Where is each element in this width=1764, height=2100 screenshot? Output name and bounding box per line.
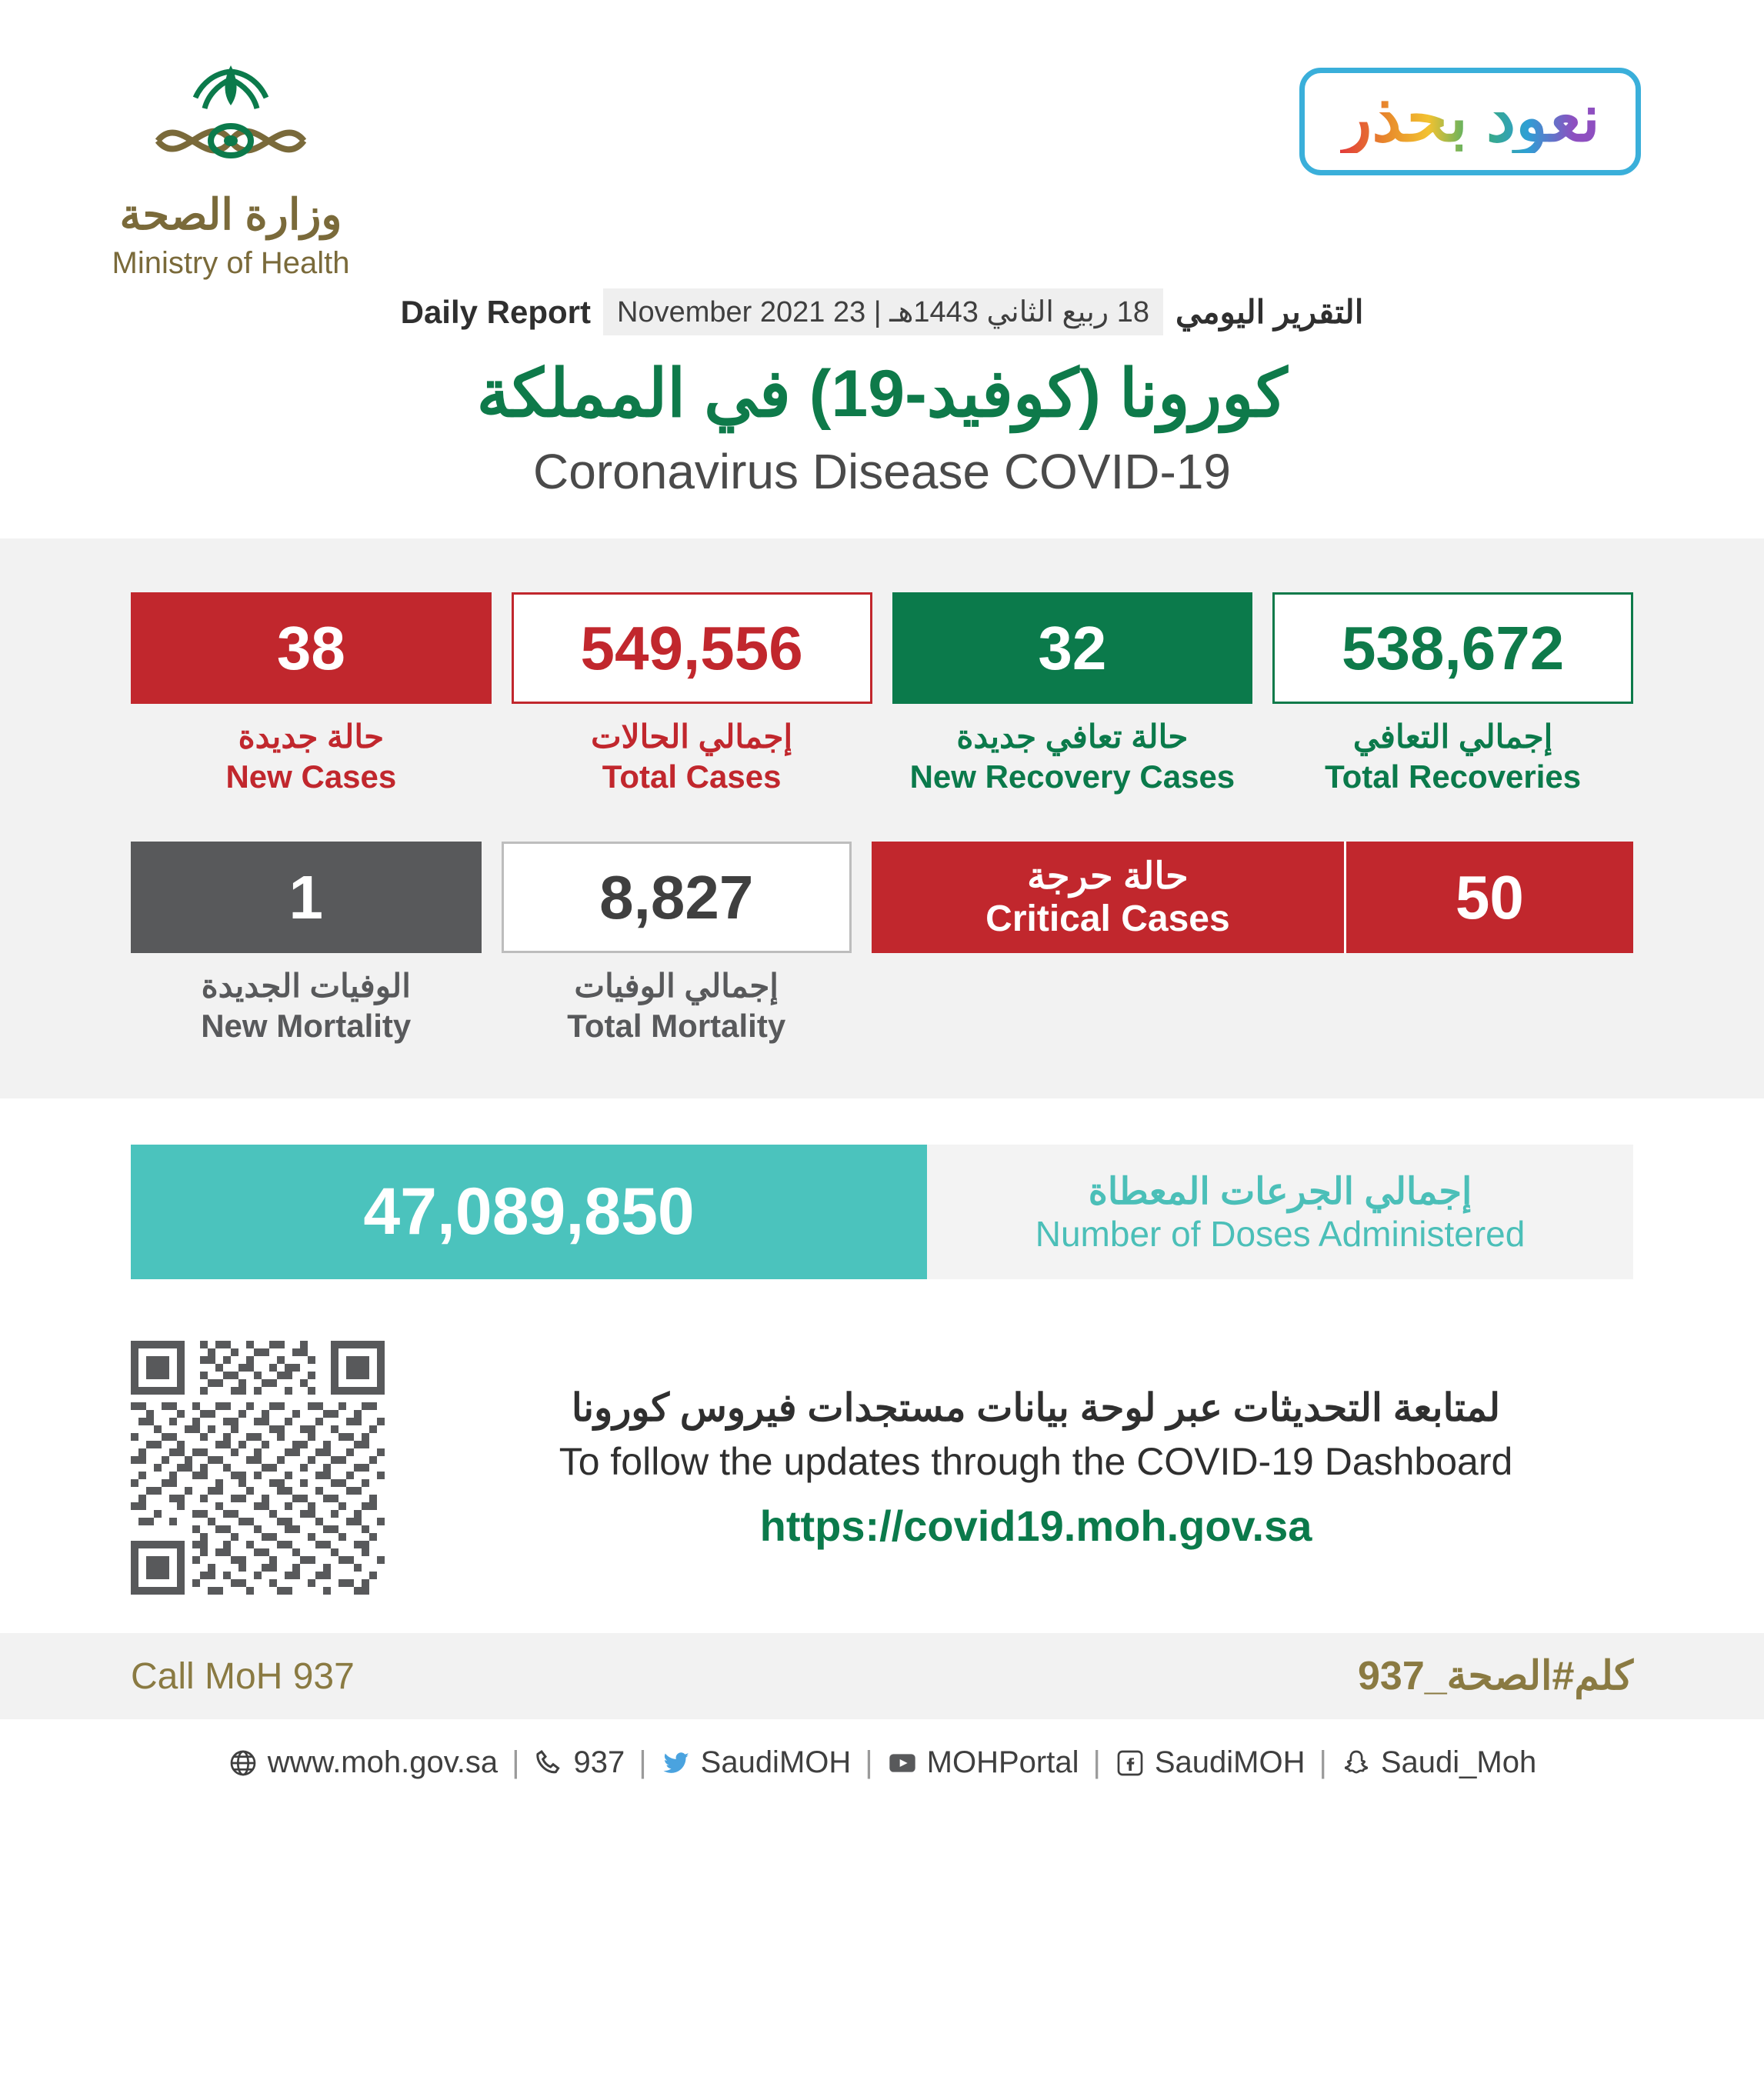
phone-icon (534, 1748, 565, 1778)
header (0, 0, 1764, 281)
stat-total-mortality (502, 842, 852, 1045)
youtube-icon (887, 1748, 918, 1778)
daily-report-label-ar: التقرير اليومي (1175, 294, 1364, 330)
doses-label-en: Number of Doses Administered (1035, 1213, 1526, 1254)
stat-total-recoveries (1272, 592, 1633, 795)
stat-value: 8,827 (502, 842, 852, 953)
ministry-name-en: Ministry of Health (112, 246, 350, 280)
stat-value: 538,672 (1272, 592, 1633, 704)
stat-label-en: Critical Cases (985, 898, 1230, 939)
doses-section (0, 1098, 1764, 1310)
footer-facebook[interactable] (1115, 1745, 1305, 1780)
footer-youtube[interactable] (887, 1745, 1079, 1780)
daily-report-label-en: Daily Report (400, 293, 591, 330)
ministry-name-ar: وزارة الصحة (119, 190, 342, 238)
stat-label-en: Total Recoveries (1325, 758, 1582, 795)
dashboard-text (438, 1385, 1633, 1551)
footer-website[interactable] (228, 1745, 498, 1780)
stat-value: 549,556 (512, 592, 872, 704)
dashboard-url-link[interactable]: https://covid19.moh.gov.sa (759, 1501, 1312, 1550)
doses-value: 47,089,850 (131, 1145, 927, 1279)
footer (0, 1719, 1764, 1811)
stat-label-ar: حالة جديدة (238, 718, 385, 755)
stat-label-ar: إجمالي التعافي (1352, 718, 1553, 755)
report-date: 18 ربيع الثاني 1443هـ | 23 November 2021 (603, 288, 1163, 335)
moh-emblem-icon (77, 54, 385, 185)
stat-label-ar: الوفيات الجديدة (201, 968, 411, 1004)
statistics-panel (0, 538, 1764, 1098)
call-moh-ar: كلم#الصحة_937 (1357, 1654, 1633, 1698)
stat-label-en: New Cases (225, 758, 397, 795)
page-title-ar: كورونا (كوفيد-19) في المملكة (476, 357, 1288, 431)
dashboard-text-en: To follow the updates through the COVID-19 Dashboard (559, 1439, 1513, 1483)
title-block (0, 288, 1764, 538)
report-date-line (0, 288, 1764, 335)
snapchat-icon (1341, 1748, 1372, 1778)
footer-website-label: www.moh.gov.sa (267, 1745, 499, 1779)
footer-phone[interactable] (534, 1745, 625, 1780)
stat-label-ar: إجمالي الوفيات (574, 968, 779, 1004)
twitter-icon (661, 1748, 692, 1778)
stat-critical-cases (872, 842, 1633, 1045)
footer-twitter-label: SaudiMOH (700, 1745, 852, 1779)
qr-code-icon[interactable] (131, 1341, 385, 1595)
stat-value: 32 (892, 592, 1253, 704)
footer-separator: | (512, 1745, 520, 1779)
footer-twitter[interactable] (661, 1745, 852, 1780)
ministry-of-health-logo (77, 46, 385, 281)
dashboard-text-ar: لمتابعة التحديثات عبر لوحة بيانات مستجدات فيروس كورونا (571, 1385, 1501, 1429)
stats-row-1 (0, 592, 1764, 795)
stats-row-2 (0, 842, 1764, 1045)
footer-youtube-label: MOHPortal (926, 1745, 1079, 1779)
stat-label-en: Total Cases (602, 758, 782, 795)
campaign-text: نعود بحذر (1339, 82, 1600, 155)
stat-label-ar: حالة تعافي جديدة (956, 718, 1189, 755)
stat-label-en: New Mortality (201, 1008, 412, 1044)
return-with-caution-logo (1299, 68, 1641, 175)
facebook-icon (1115, 1748, 1145, 1778)
footer-snapchat-label: Saudi_Moh (1380, 1745, 1537, 1779)
footer-separator: | (1092, 1745, 1101, 1779)
stat-label-ar: إجمالي الحالات (591, 718, 793, 755)
stat-value: 38 (131, 592, 492, 704)
footer-separator: | (639, 1745, 647, 1779)
stat-value: 1 (131, 842, 482, 953)
page-title-en: Coronavirus Disease COVID-19 (533, 444, 1231, 499)
footer-snapchat[interactable] (1341, 1745, 1536, 1780)
footer-separator: | (1319, 1745, 1327, 1779)
stat-value: 50 (1344, 842, 1633, 953)
footer-facebook-label: SaudiMOH (1154, 1745, 1305, 1779)
stat-label-en: Total Mortality (567, 1008, 786, 1044)
footer-separator: | (865, 1745, 873, 1779)
call-bar (0, 1633, 1764, 1719)
globe-icon (228, 1748, 258, 1778)
stat-total-cases (512, 592, 872, 795)
dashboard-section (0, 1310, 1764, 1618)
footer-phone-label: 937 (573, 1745, 625, 1779)
call-moh-en: Call MoH 937 (131, 1655, 355, 1697)
stat-label-ar: حالة حرجة (1027, 856, 1189, 897)
stat-new-cases (131, 592, 492, 795)
doses-label-ar: إجمالي الجرعات المعطاة (1088, 1171, 1472, 1212)
stat-new-recovery-cases (892, 592, 1253, 795)
stat-new-mortality (131, 842, 482, 1045)
doses-banner (131, 1145, 1633, 1279)
stat-label-en: New Recovery Cases (909, 758, 1235, 795)
